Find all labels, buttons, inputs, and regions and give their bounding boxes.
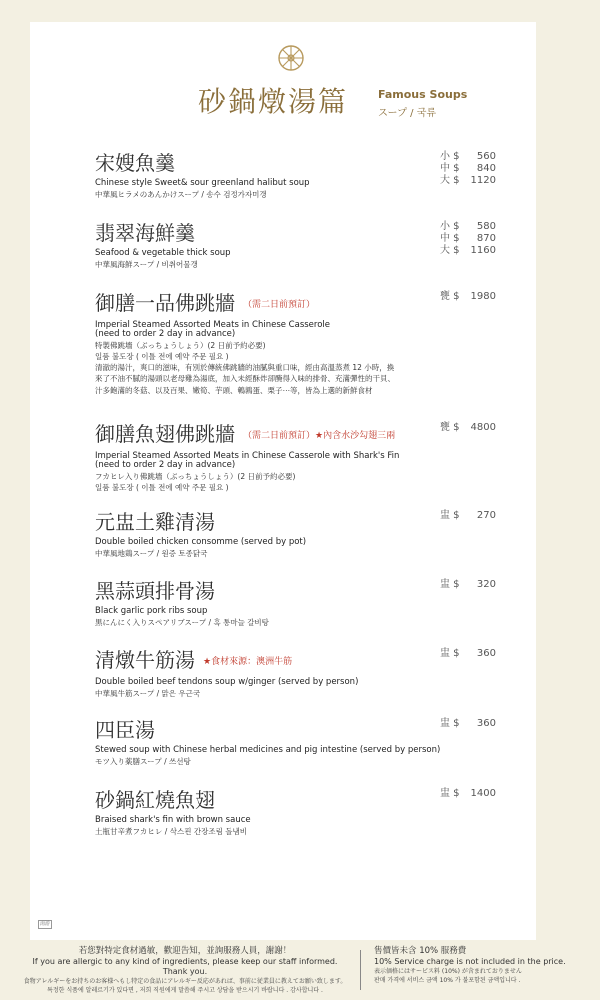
item-name-en-note: (need to order 2 day in advance) [95, 328, 236, 339]
menu-item [95, 787, 495, 837]
item-prices [440, 291, 496, 303]
service-charge-notice [374, 946, 594, 985]
item-name-text: 御膳一品佛跳牆 [95, 291, 235, 315]
price-value: 870 [476, 233, 496, 244]
item-name-en: Double boiled chicken consomme (served by pot) [95, 537, 307, 547]
item-prices [440, 221, 496, 257]
section-title-zh: 砂鍋燉湯篇 [198, 85, 349, 118]
price-label: 大 $ [440, 175, 460, 186]
item-name-sub: 土瓶甘辛煮フカヒレ / 삭스핀 간장조림 돌냄비 [95, 827, 247, 836]
item-name [95, 290, 495, 318]
item-prices [440, 718, 496, 730]
service-charge-ko: 판매 가격에 서비스 금액 10% 가 불포함된 금액입니다 . [374, 977, 521, 984]
item-description: 清澈的湯汁，爽口的滋味，有別於傳統佛跳牆的油膩與重口味，經由高溫蒸煮 12 小時，換來了不油不膩的湯頭以老母雞為湯底，加入未經酥炸卻醃得入味的排骨、充滿彈性的干貝、汁多飽滿的冬菇、以及百果、嫩筍、芋頭、鵪鶉蛋、栗子⋯等，皆為上選的新鮮食材 [95, 362, 395, 395]
item-name-sub: 中華風牛筋スープ / 맑은 우근국 [95, 688, 201, 698]
item-name-en: Seafood & vegetable thick soup [95, 248, 231, 258]
item-name-text: 御膳魚翅佛跳牆 [95, 422, 235, 446]
price-label: 中 $ [440, 233, 460, 244]
item-name-en-note: (need to order 2 day in advance) [95, 459, 236, 470]
item-name: 黑蒜頭排骨湯 [95, 579, 215, 603]
section-title-en: Famous Soups [378, 88, 468, 101]
item-note: （需二日前預訂）★內含水沙勾翅三兩 [243, 430, 396, 441]
price-label: 甕 $ [440, 291, 460, 302]
price-row [440, 291, 496, 303]
item-name: 翡翠海鮮羹 [95, 221, 195, 245]
item-prices [440, 648, 496, 660]
item-name-en: Imperial Steamed Assorted Meats in Chinese Casserole with Shark's Fin [95, 450, 400, 461]
item-name-en: Black garlic pork ribs soup [95, 606, 208, 616]
price-label: 盅 $ [440, 648, 460, 659]
price-value: 4800 [470, 422, 496, 433]
item-note: （需二日前預訂） [243, 299, 316, 310]
item-name-sub: フカヒレ入り佛跳墻（ぶっちょうしょう）(2 日前予約必要) [95, 471, 296, 481]
item-note: ★食材來源：澳洲牛筋 [203, 656, 293, 667]
item-prices [440, 510, 496, 522]
allergy-notice-en: If you are allergic to any kind of ingredients, please keep our staff informed. Thank you. [32, 957, 338, 976]
page-tag: 湯游 [40, 921, 51, 927]
allergy-notice-ko: 특정한 식품에 알레르기가 있다면 , 저희 직원에게 말씀해 주시고 상담을 받으시기 바랍니다 . 감사합니다 . [47, 987, 323, 994]
price-value: 360 [476, 648, 496, 659]
item-name-sub: 特製佛跳墻（ぶっちょうしょう）(2 日前予約必要) [95, 340, 266, 350]
item-name-sub: モツ入り薬膳スープ / 쓰선탕 [95, 757, 191, 766]
item-name-en: Chinese style Sweet& sour greenland halibut soup [95, 178, 310, 188]
item-name: 元盅土雞清湯 [95, 510, 215, 534]
price-row [440, 221, 496, 233]
price-label: 盅 $ [440, 579, 460, 590]
item-name: 宋嫂魚羹 [95, 151, 175, 175]
price-label: 甕 $ [440, 422, 460, 433]
price-row [440, 718, 496, 730]
item-name: 砂鍋紅燒魚翅 [95, 788, 215, 812]
menu-item [95, 717, 495, 767]
item-name-en: Stewed soup with Chinese herbal medicines and pig intestine (served by person) [95, 745, 441, 755]
allergy-notice-ja: 食物アレルギーをお持ちのお客様へもし特定の食品にアレルギー反応があれば、事前に従業員に教えてお願い致します。 [23, 978, 347, 985]
item-prices [440, 579, 496, 591]
price-row [440, 233, 496, 245]
menu-item [95, 578, 495, 628]
item-name-en: Double boiled beef tendons soup w/ginger (served by person) [95, 676, 359, 687]
item-name-sub: 中華風地鶏スープ / 원증 토종닭국 [95, 549, 208, 558]
menu-item [95, 150, 495, 200]
price-value: 320 [476, 579, 496, 590]
price-value: 360 [476, 718, 496, 729]
item-name-sub: 黒にんにく入りスペアリブスープ / 흑 통마늘 갈비탕 [95, 618, 269, 627]
price-label: 盅 $ [440, 510, 460, 521]
wheel-logo-icon [277, 44, 305, 72]
item-name [95, 421, 495, 449]
price-label: 盅 $ [440, 718, 460, 729]
service-charge-en: 10% Service charge is not included in the price. [374, 957, 566, 966]
item-name-text: 清燉牛筋湯 [95, 648, 195, 672]
price-label: 小 $ [440, 221, 460, 232]
price-value: 1160 [470, 245, 496, 256]
menu-item [95, 647, 495, 699]
price-label: 盅 $ [440, 788, 460, 799]
price-label: 小 $ [440, 151, 460, 162]
item-name-sub-ko: 일품 불도장 ( 이틀 전에 예약 주문 필요 ) [95, 482, 229, 492]
price-value: 580 [476, 221, 496, 232]
item-name-en: Braised shark's fin with brown sauce [95, 815, 251, 825]
menu-item [95, 220, 495, 270]
service-charge-ja: 表示価格にはサービス料 (10%) が含まれておりません [374, 968, 522, 975]
price-row [440, 151, 496, 163]
price-row [440, 163, 496, 175]
menu-item [95, 421, 495, 493]
price-value: 1980 [470, 291, 496, 302]
item-name-sub: 中華風ヒラメのあんかけスープ / 송수 검정가자미갱 [95, 190, 267, 199]
price-row [440, 510, 496, 522]
allergy-notice [20, 946, 350, 995]
price-row [440, 422, 496, 434]
price-value: 270 [476, 510, 496, 521]
service-charge-zh: 售價皆未含 10% 服務費 [374, 946, 467, 956]
price-row [440, 788, 496, 800]
price-row [440, 245, 496, 257]
price-row [440, 175, 496, 187]
price-value: 840 [476, 163, 496, 174]
item-prices [440, 788, 496, 800]
price-row [440, 579, 496, 591]
item-name-sub: 中華風海鮮スープ / 비취어물갱 [95, 260, 198, 269]
item-prices [440, 422, 496, 434]
price-value: 560 [476, 151, 496, 162]
price-row [440, 648, 496, 660]
item-prices [440, 151, 496, 187]
price-value: 1400 [470, 788, 496, 799]
item-name: 四臣湯 [95, 718, 155, 742]
menu-item [95, 509, 495, 559]
allergy-notice-zh: 若您對特定食材過敏，歡迎告知，並詢服務人員，謝謝！ [78, 946, 292, 956]
item-name-en: Imperial Steamed Assorted Meats in Chinese Casserole [95, 319, 331, 330]
section-title-sub: スープ / 국류 [378, 108, 437, 119]
item-name [95, 647, 495, 675]
menu-item [95, 290, 495, 396]
price-value: 1120 [470, 175, 496, 186]
item-name-sub-ko: 일품 불도장 ( 이틀 전에 예약 주문 필요 ) [95, 351, 229, 361]
price-label: 中 $ [440, 163, 460, 174]
footer-divider [360, 950, 361, 990]
price-label: 大 $ [440, 245, 460, 256]
